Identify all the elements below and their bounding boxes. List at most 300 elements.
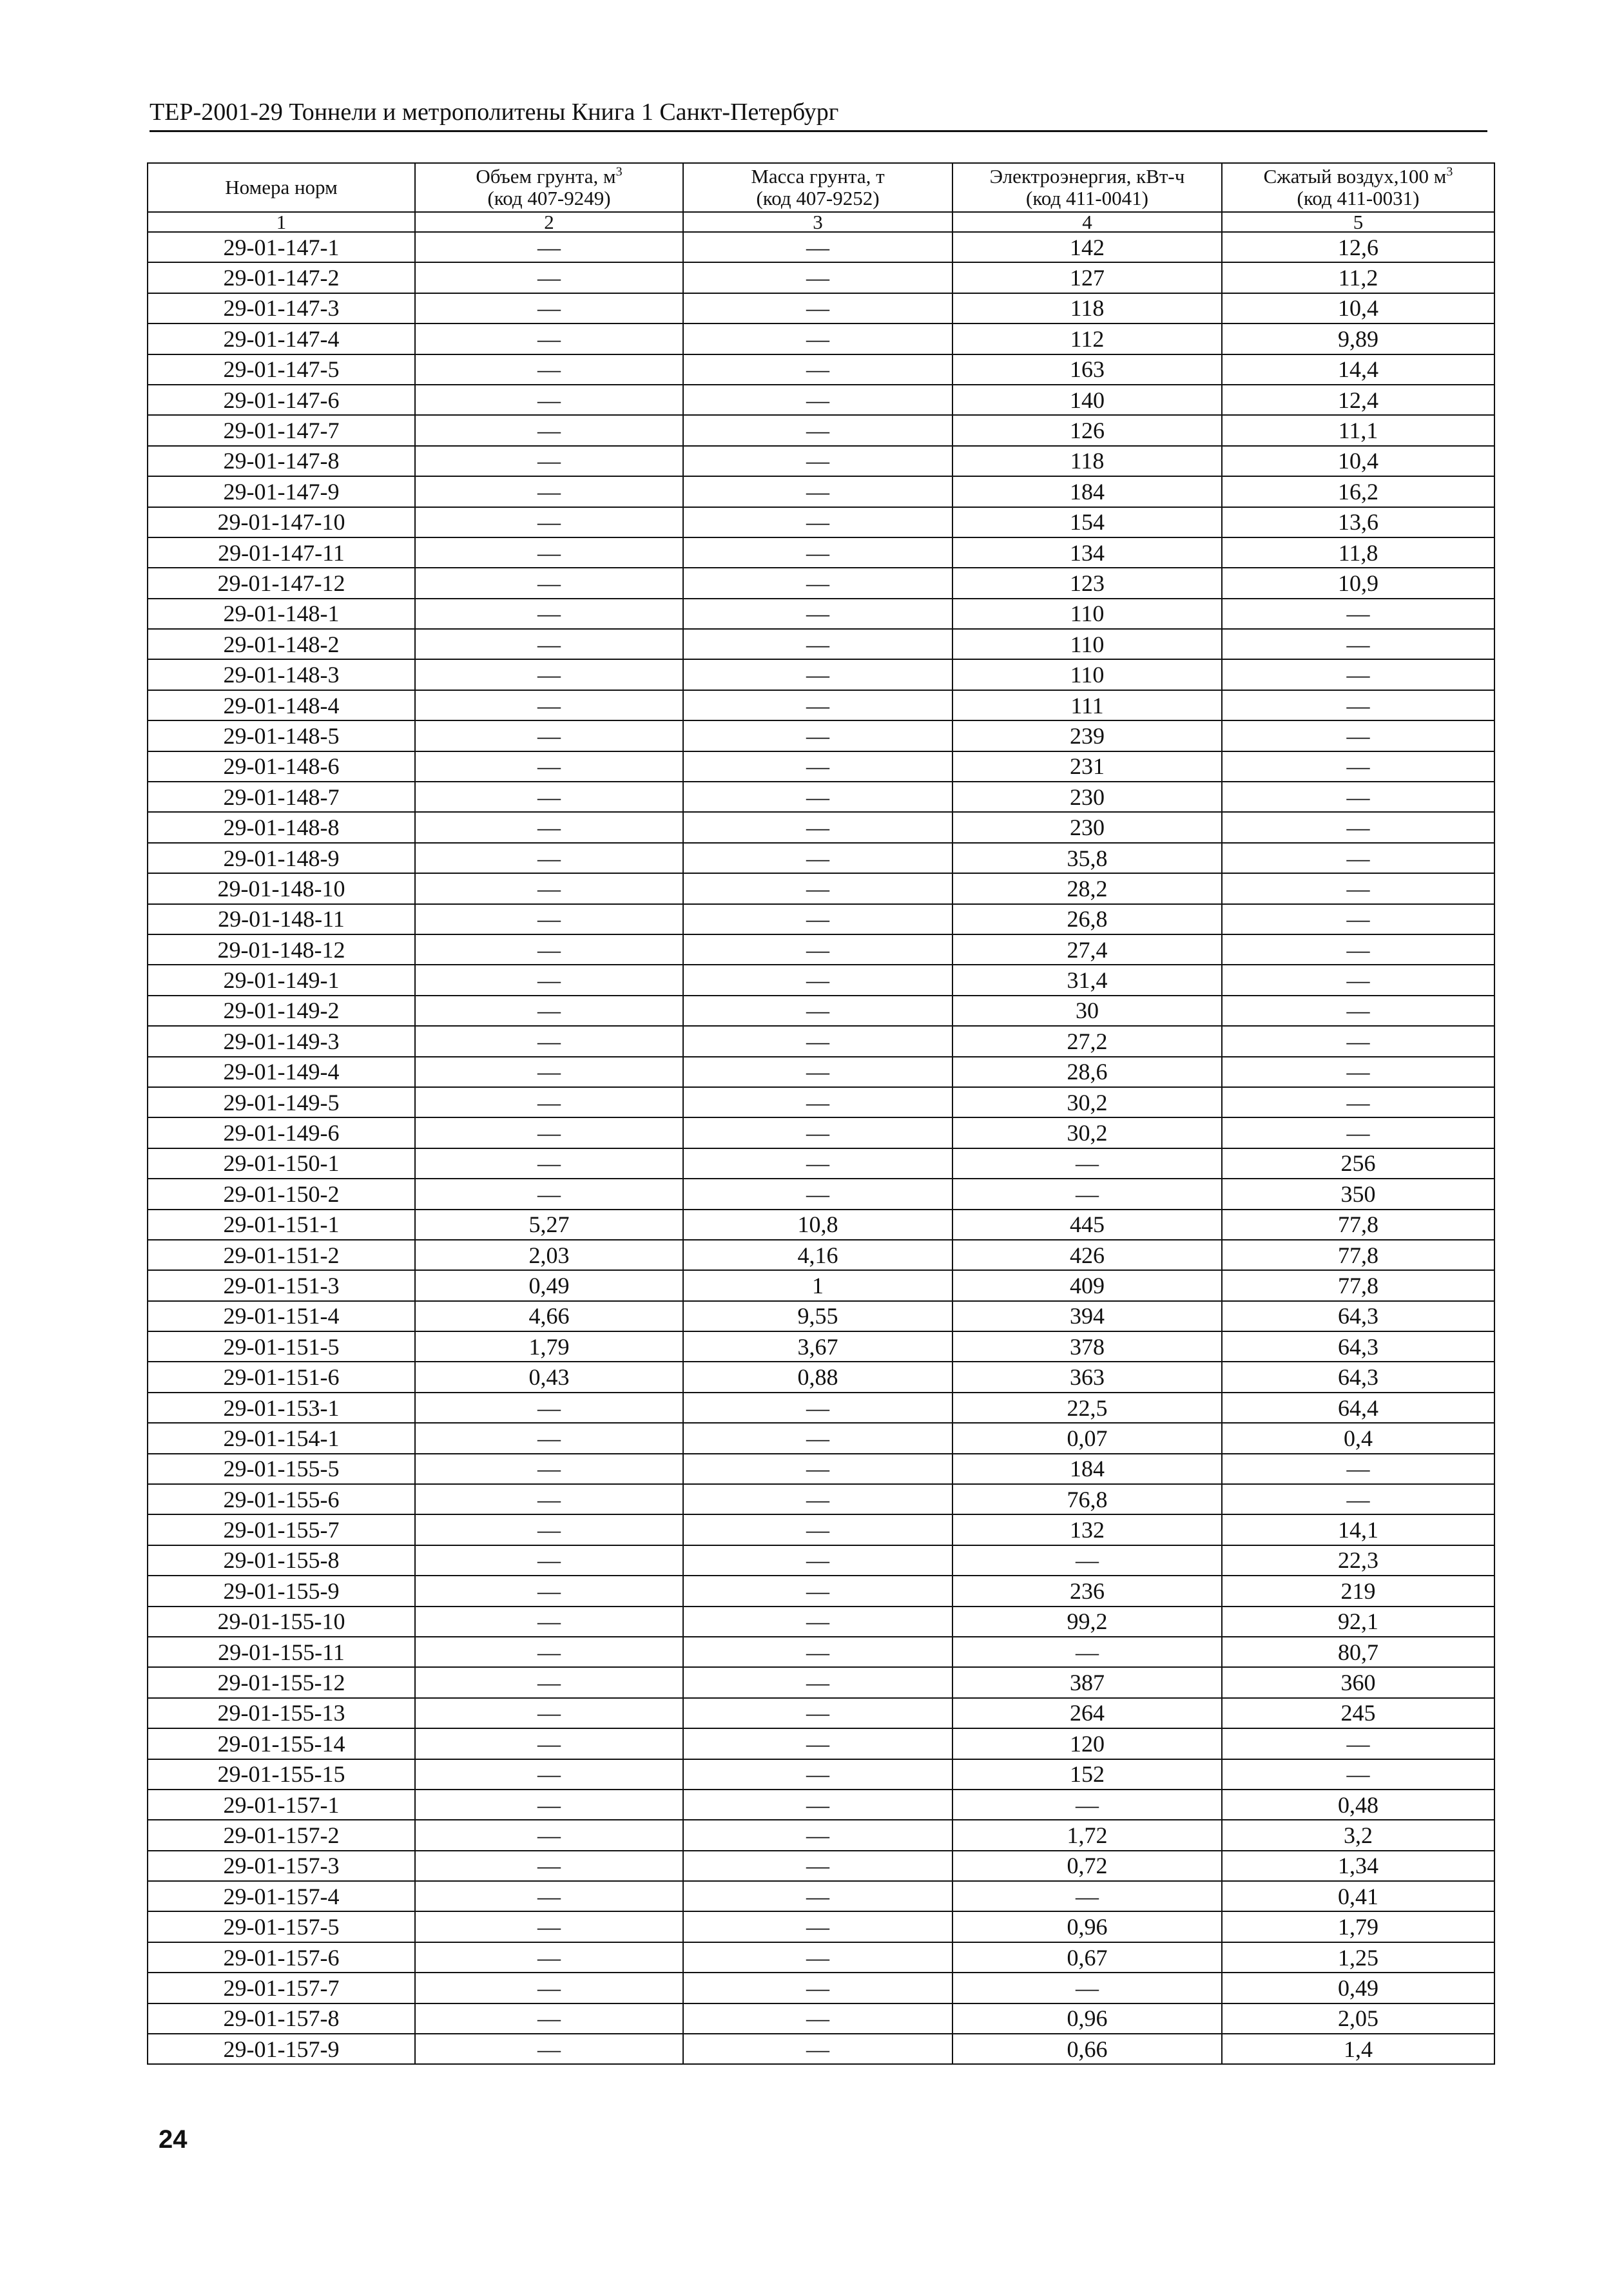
soil-mass-cell: —	[683, 659, 952, 690]
soil-mass-cell: 0,88	[683, 1362, 952, 1392]
soil-volume-cell: —	[415, 476, 683, 507]
electricity-cell: —	[952, 1973, 1222, 2003]
electricity-cell: 110	[952, 659, 1222, 690]
electricity-cell: 27,2	[952, 1026, 1222, 1056]
norm-number-cell: 29-01-148-4	[148, 690, 415, 720]
norm-number-cell: 29-01-157-5	[148, 1911, 415, 1942]
soil-mass-cell: —	[683, 354, 952, 385]
norm-number-cell: 29-01-155-9	[148, 1576, 415, 1606]
norm-number-cell: 29-01-148-10	[148, 873, 415, 903]
soil-volume-cell: —	[415, 1911, 683, 1942]
table-row	[148, 1911, 1494, 1942]
soil-volume-cell: —	[415, 507, 683, 537]
column-header-label: Объем грунта, $м^3$	[476, 164, 623, 188]
table-row	[148, 934, 1494, 965]
soil-volume-cell: —	[415, 1576, 683, 1606]
compressed-air-cell: 16,2	[1222, 476, 1494, 507]
electricity-cell: 127	[952, 262, 1222, 293]
electricity-cell: 445	[952, 1210, 1222, 1240]
electricity-cell: 264	[952, 1698, 1222, 1728]
electricity-cell: 140	[952, 385, 1222, 415]
table-row	[148, 690, 1494, 720]
electricity-cell: —	[952, 1881, 1222, 1911]
compressed-air-cell: 1,25	[1222, 1942, 1494, 1973]
soil-mass-cell: —	[683, 2003, 952, 2034]
column-number: 3	[683, 212, 952, 232]
soil-volume-cell: —	[415, 1667, 683, 1697]
norm-number-cell: 29-01-155-12	[148, 1667, 415, 1697]
soil-mass-cell: —	[683, 1881, 952, 1911]
compressed-air-cell: —	[1222, 782, 1494, 812]
norm-number-cell: 29-01-149-4	[148, 1057, 415, 1087]
electricity-cell: 22,5	[952, 1393, 1222, 1423]
soil-mass-cell: —	[683, 751, 952, 782]
electricity-cell: 387	[952, 1667, 1222, 1697]
soil-volume-cell: —	[415, 1393, 683, 1423]
compressed-air-cell: —	[1222, 751, 1494, 782]
compressed-air-cell: —	[1222, 599, 1494, 629]
table-row	[148, 1117, 1494, 1148]
table-row	[148, 1667, 1494, 1697]
electricity-cell: 28,6	[952, 1057, 1222, 1087]
soil-mass-cell: —	[683, 1790, 952, 1820]
norm-number-cell: 29-01-151-4	[148, 1301, 415, 1331]
soil-mass-cell: —	[683, 1545, 952, 1576]
compressed-air-cell: 350	[1222, 1179, 1494, 1209]
soil-volume-cell: —	[415, 1179, 683, 1209]
compressed-air-cell: 9,89	[1222, 323, 1494, 354]
table-row	[148, 1881, 1494, 1911]
norm-number-cell: 29-01-148-3	[148, 659, 415, 690]
soil-volume-cell: 1,79	[415, 1331, 683, 1362]
electricity-cell: 236	[952, 1576, 1222, 1606]
table-row	[148, 1210, 1494, 1240]
soil-mass-cell: —	[683, 568, 952, 598]
table-body	[148, 232, 1494, 2064]
norm-number-cell: 29-01-155-11	[148, 1637, 415, 1667]
norm-number-cell: 29-01-155-5	[148, 1454, 415, 1484]
electricity-cell: 363	[952, 1362, 1222, 1392]
compressed-air-cell: 12,6	[1222, 232, 1494, 262]
norm-number-cell: 29-01-148-1	[148, 599, 415, 629]
soil-volume-cell: —	[415, 934, 683, 965]
soil-volume-cell: —	[415, 965, 683, 995]
table-row	[148, 1423, 1494, 1453]
soil-mass-cell: —	[683, 476, 952, 507]
electricity-cell: 134	[952, 537, 1222, 568]
soil-volume-cell: —	[415, 1698, 683, 1728]
soil-volume-cell: —	[415, 1790, 683, 1820]
table-row	[148, 1331, 1494, 1362]
soil-mass-cell: —	[683, 599, 952, 629]
soil-volume-cell: —	[415, 1026, 683, 1056]
compressed-air-cell: 64,4	[1222, 1393, 1494, 1423]
electricity-cell: 118	[952, 293, 1222, 323]
table-row	[148, 2034, 1494, 2064]
soil-mass-cell: —	[683, 1057, 952, 1087]
column-number-row	[148, 212, 1494, 232]
table-row	[148, 659, 1494, 690]
electricity-cell: 163	[952, 354, 1222, 385]
soil-volume-cell: —	[415, 1973, 683, 2003]
soil-mass-cell: —	[683, 1728, 952, 1759]
norm-number-cell: 29-01-147-10	[148, 507, 415, 537]
soil-mass-cell: —	[683, 843, 952, 873]
electricity-cell: 0,72	[952, 1851, 1222, 1881]
norm-number-cell: 29-01-154-1	[148, 1423, 415, 1453]
electricity-cell: 426	[952, 1240, 1222, 1270]
column-header-label: Электроэнергия, кВт-ч	[989, 165, 1185, 188]
norm-number-cell: 29-01-155-7	[148, 1514, 415, 1545]
norm-number-cell: 29-01-155-6	[148, 1484, 415, 1514]
column-header-code: (код 411-0031)	[1297, 187, 1420, 209]
soil-mass-cell: —	[683, 690, 952, 720]
table-row	[148, 1148, 1494, 1179]
soil-mass-cell: —	[683, 1454, 952, 1484]
header-rule	[150, 130, 1487, 132]
electricity-cell: 30,2	[952, 1117, 1222, 1148]
column-number: 4	[952, 212, 1222, 232]
compressed-air-cell: —	[1222, 1759, 1494, 1790]
norm-number-cell: 29-01-147-11	[148, 537, 415, 568]
soil-mass-cell: —	[683, 262, 952, 293]
norm-number-cell: 29-01-151-3	[148, 1270, 415, 1300]
soil-mass-cell: —	[683, 1148, 952, 1179]
soil-mass-cell: 4,16	[683, 1240, 952, 1270]
electricity-cell: 35,8	[952, 843, 1222, 873]
compressed-air-cell: 64,3	[1222, 1331, 1494, 1362]
soil-volume-cell: —	[415, 232, 683, 262]
soil-mass-cell: —	[683, 996, 952, 1026]
compressed-air-cell: 10,4	[1222, 293, 1494, 323]
soil-mass-cell: —	[683, 1759, 952, 1790]
norm-number-cell: 29-01-148-7	[148, 782, 415, 812]
soil-mass-cell: —	[683, 537, 952, 568]
table-row	[148, 568, 1494, 598]
compressed-air-cell: —	[1222, 1057, 1494, 1087]
table-row	[148, 904, 1494, 934]
table-row	[148, 1026, 1494, 1056]
norm-number-cell: 29-01-157-9	[148, 2034, 415, 2064]
table-row	[148, 1851, 1494, 1881]
electricity-cell: 118	[952, 446, 1222, 476]
soil-mass-cell: —	[683, 934, 952, 965]
compressed-air-cell: 219	[1222, 1576, 1494, 1606]
column-header-norm-number	[148, 163, 415, 212]
electricity-cell: 154	[952, 507, 1222, 537]
table-row	[148, 354, 1494, 385]
compressed-air-cell: 0,4	[1222, 1423, 1494, 1453]
norm-number-cell: 29-01-155-13	[148, 1698, 415, 1728]
norm-number-cell: 29-01-149-5	[148, 1087, 415, 1117]
soil-volume-cell: —	[415, 1637, 683, 1667]
compressed-air-cell: 80,7	[1222, 1637, 1494, 1667]
norm-number-cell: 29-01-148-2	[148, 629, 415, 659]
norm-number-cell: 29-01-151-6	[148, 1362, 415, 1392]
soil-volume-cell: —	[415, 1484, 683, 1514]
compressed-air-cell: 3,2	[1222, 1820, 1494, 1850]
compressed-air-cell: 0,48	[1222, 1790, 1494, 1820]
table-row	[148, 1698, 1494, 1728]
table-row	[148, 2003, 1494, 2034]
table-row	[148, 1790, 1494, 1820]
table-row	[148, 385, 1494, 415]
column-header-label: Масса грунта, т	[751, 165, 885, 188]
soil-volume-cell: —	[415, 1057, 683, 1087]
electricity-cell: 0,67	[952, 1942, 1222, 1973]
soil-volume-cell: —	[415, 1607, 683, 1637]
electricity-cell: 142	[952, 232, 1222, 262]
soil-mass-cell: —	[683, 629, 952, 659]
norm-number-cell: 29-01-149-3	[148, 1026, 415, 1056]
compressed-air-cell: —	[1222, 996, 1494, 1026]
soil-volume-cell: —	[415, 599, 683, 629]
norm-number-cell: 29-01-147-5	[148, 354, 415, 385]
table-row	[148, 1362, 1494, 1392]
norm-number-cell: 29-01-151-5	[148, 1331, 415, 1362]
soil-volume-cell: —	[415, 446, 683, 476]
column-header-code: (код 411-0041)	[1026, 187, 1148, 209]
compressed-air-cell: —	[1222, 843, 1494, 873]
compressed-air-cell: —	[1222, 904, 1494, 934]
soil-volume-cell: —	[415, 537, 683, 568]
electricity-cell: —	[952, 1179, 1222, 1209]
table-row	[148, 751, 1494, 782]
soil-volume-cell: —	[415, 262, 683, 293]
table-row	[148, 996, 1494, 1026]
compressed-air-cell: 2,05	[1222, 2003, 1494, 2034]
compressed-air-cell: —	[1222, 690, 1494, 720]
soil-mass-cell: —	[683, 873, 952, 903]
compressed-air-cell: 0,49	[1222, 1973, 1494, 2003]
column-number: 5	[1222, 212, 1494, 232]
compressed-air-cell: 1,79	[1222, 1911, 1494, 1942]
soil-mass-cell: 1	[683, 1270, 952, 1300]
table-row	[148, 1820, 1494, 1850]
document-header: ТЕР-2001-29 Тоннели и метрополитены Книга 1 Санкт-Петербург	[150, 99, 839, 126]
table-row	[148, 1240, 1494, 1270]
electricity-cell: 184	[952, 1454, 1222, 1484]
soil-volume-cell: —	[415, 843, 683, 873]
soil-volume-cell: —	[415, 1454, 683, 1484]
norm-number-cell: 29-01-155-10	[148, 1607, 415, 1637]
norm-number-cell: 29-01-157-8	[148, 2003, 415, 2034]
soil-mass-cell: —	[683, 1820, 952, 1850]
soil-mass-cell: —	[683, 965, 952, 995]
compressed-air-cell: —	[1222, 812, 1494, 842]
compressed-air-cell: 256	[1222, 1148, 1494, 1179]
column-header-label: Сжатый воздух,100 $м^3$	[1263, 164, 1453, 188]
electricity-cell: 126	[952, 415, 1222, 445]
table-row	[148, 1637, 1494, 1667]
table-row	[148, 873, 1494, 903]
soil-mass-cell: —	[683, 1851, 952, 1881]
table-row	[148, 293, 1494, 323]
electricity-cell: 0,96	[952, 1911, 1222, 1942]
soil-mass-cell: —	[683, 1637, 952, 1667]
table-row	[148, 782, 1494, 812]
soil-volume-cell: —	[415, 996, 683, 1026]
compressed-air-cell: —	[1222, 934, 1494, 965]
electricity-cell: —	[952, 1790, 1222, 1820]
electricity-cell: 28,2	[952, 873, 1222, 903]
compressed-air-cell: 64,3	[1222, 1362, 1494, 1392]
soil-mass-cell: —	[683, 1423, 952, 1453]
compressed-air-cell: —	[1222, 629, 1494, 659]
compressed-air-cell: 77,8	[1222, 1270, 1494, 1300]
norm-number-cell: 29-01-155-8	[148, 1545, 415, 1576]
table-row	[148, 720, 1494, 751]
electricity-cell: 111	[952, 690, 1222, 720]
soil-mass-cell: —	[683, 1514, 952, 1545]
soil-volume-cell: —	[415, 323, 683, 354]
compressed-air-cell: 11,2	[1222, 262, 1494, 293]
compressed-air-cell: —	[1222, 873, 1494, 903]
column-header-electricity	[952, 163, 1222, 212]
soil-mass-cell: —	[683, 720, 952, 751]
soil-mass-cell: —	[683, 1117, 952, 1148]
norm-number-cell: 29-01-147-7	[148, 415, 415, 445]
column-number: 2	[415, 212, 683, 232]
soil-mass-cell: —	[683, 232, 952, 262]
soil-volume-cell: —	[415, 2034, 683, 2064]
electricity-cell: 378	[952, 1331, 1222, 1362]
soil-volume-cell: —	[415, 1759, 683, 1790]
compressed-air-cell: —	[1222, 1484, 1494, 1514]
soil-mass-cell: —	[683, 1026, 952, 1056]
compressed-air-cell: 10,9	[1222, 568, 1494, 598]
table-row	[148, 1545, 1494, 1576]
compressed-air-cell: 77,8	[1222, 1210, 1494, 1240]
table-row	[148, 507, 1494, 537]
header-row	[148, 163, 1494, 212]
compressed-air-cell: —	[1222, 659, 1494, 690]
soil-mass-cell: —	[683, 782, 952, 812]
table-row	[148, 812, 1494, 842]
table-row	[148, 446, 1494, 476]
table-row	[148, 323, 1494, 354]
soil-volume-cell: 2,03	[415, 1240, 683, 1270]
compressed-air-cell: 0,41	[1222, 1881, 1494, 1911]
table-row	[148, 476, 1494, 507]
soil-volume-cell: 0,49	[415, 1270, 683, 1300]
soil-mass-cell: —	[683, 415, 952, 445]
soil-mass-cell: —	[683, 1911, 952, 1942]
compressed-air-cell: 10,4	[1222, 446, 1494, 476]
column-header-soil-mass	[683, 163, 952, 212]
soil-mass-cell: —	[683, 385, 952, 415]
column-header-code: (код 407-9252)	[756, 187, 880, 209]
compressed-air-cell: 1,4	[1222, 2034, 1494, 2064]
soil-mass-cell: —	[683, 293, 952, 323]
norm-number-cell: 29-01-148-6	[148, 751, 415, 782]
norm-number-cell: 29-01-148-8	[148, 812, 415, 842]
compressed-air-cell: —	[1222, 965, 1494, 995]
norm-number-cell: 29-01-147-3	[148, 293, 415, 323]
table-row	[148, 1301, 1494, 1331]
electricity-cell: 152	[952, 1759, 1222, 1790]
soil-volume-cell: —	[415, 1881, 683, 1911]
soil-volume-cell: —	[415, 1117, 683, 1148]
compressed-air-cell: 64,3	[1222, 1301, 1494, 1331]
column-number: 1	[148, 212, 415, 232]
norm-number-cell: 29-01-147-12	[148, 568, 415, 598]
electricity-cell: 30,2	[952, 1087, 1222, 1117]
soil-volume-cell: —	[415, 1545, 683, 1576]
soil-mass-cell: 9,55	[683, 1301, 952, 1331]
electricity-cell: 231	[952, 751, 1222, 782]
column-header-code: (код 407-9249)	[487, 187, 611, 209]
soil-volume-cell: —	[415, 385, 683, 415]
soil-mass-cell: —	[683, 1179, 952, 1209]
soil-mass-cell: —	[683, 812, 952, 842]
soil-volume-cell: —	[415, 904, 683, 934]
norms-table	[147, 162, 1495, 2065]
norm-number-cell: 29-01-151-2	[148, 1240, 415, 1270]
table-row	[148, 1270, 1494, 1300]
electricity-cell: —	[952, 1148, 1222, 1179]
norm-number-cell: 29-01-157-4	[148, 1881, 415, 1911]
table-row	[148, 843, 1494, 873]
compressed-air-cell: 14,1	[1222, 1514, 1494, 1545]
soil-mass-cell: —	[683, 1973, 952, 2003]
table-row	[148, 1728, 1494, 1759]
soil-mass-cell: —	[683, 1576, 952, 1606]
soil-volume-cell: —	[415, 720, 683, 751]
norm-number-cell: 29-01-148-12	[148, 934, 415, 965]
norm-number-cell: 29-01-157-7	[148, 1973, 415, 2003]
compressed-air-cell: 14,4	[1222, 354, 1494, 385]
table-row	[148, 1393, 1494, 1423]
electricity-cell: 0,66	[952, 2034, 1222, 2064]
electricity-cell: 230	[952, 812, 1222, 842]
electricity-cell: 76,8	[952, 1484, 1222, 1514]
compressed-air-cell: 12,4	[1222, 385, 1494, 415]
soil-mass-cell: —	[683, 1667, 952, 1697]
norm-number-cell: 29-01-148-9	[148, 843, 415, 873]
electricity-cell: 1,72	[952, 1820, 1222, 1850]
norm-number-cell: 29-01-147-4	[148, 323, 415, 354]
table-row	[148, 415, 1494, 445]
soil-volume-cell: —	[415, 415, 683, 445]
norm-number-cell: 29-01-151-1	[148, 1210, 415, 1240]
electricity-cell: 120	[952, 1728, 1222, 1759]
compressed-air-cell: —	[1222, 1026, 1494, 1056]
soil-mass-cell: —	[683, 1607, 952, 1637]
soil-volume-cell: —	[415, 293, 683, 323]
soil-mass-cell: —	[683, 1942, 952, 1973]
norm-number-cell: 29-01-149-2	[148, 996, 415, 1026]
soil-volume-cell: —	[415, 690, 683, 720]
soil-mass-cell: —	[683, 446, 952, 476]
table-row	[148, 262, 1494, 293]
electricity-cell: 0,07	[952, 1423, 1222, 1453]
electricity-cell: 394	[952, 1301, 1222, 1331]
electricity-cell: 132	[952, 1514, 1222, 1545]
soil-mass-cell: —	[683, 323, 952, 354]
compressed-air-cell: 245	[1222, 1698, 1494, 1728]
soil-volume-cell: —	[415, 629, 683, 659]
electricity-cell: 110	[952, 629, 1222, 659]
soil-volume-cell: —	[415, 1851, 683, 1881]
norm-number-cell: 29-01-147-8	[148, 446, 415, 476]
compressed-air-cell: 92,1	[1222, 1607, 1494, 1637]
compressed-air-cell: 77,8	[1222, 1240, 1494, 1270]
column-header-label: Номера норм	[225, 176, 338, 198]
soil-volume-cell: —	[415, 568, 683, 598]
soil-mass-cell: 3,67	[683, 1331, 952, 1362]
soil-volume-cell: —	[415, 354, 683, 385]
